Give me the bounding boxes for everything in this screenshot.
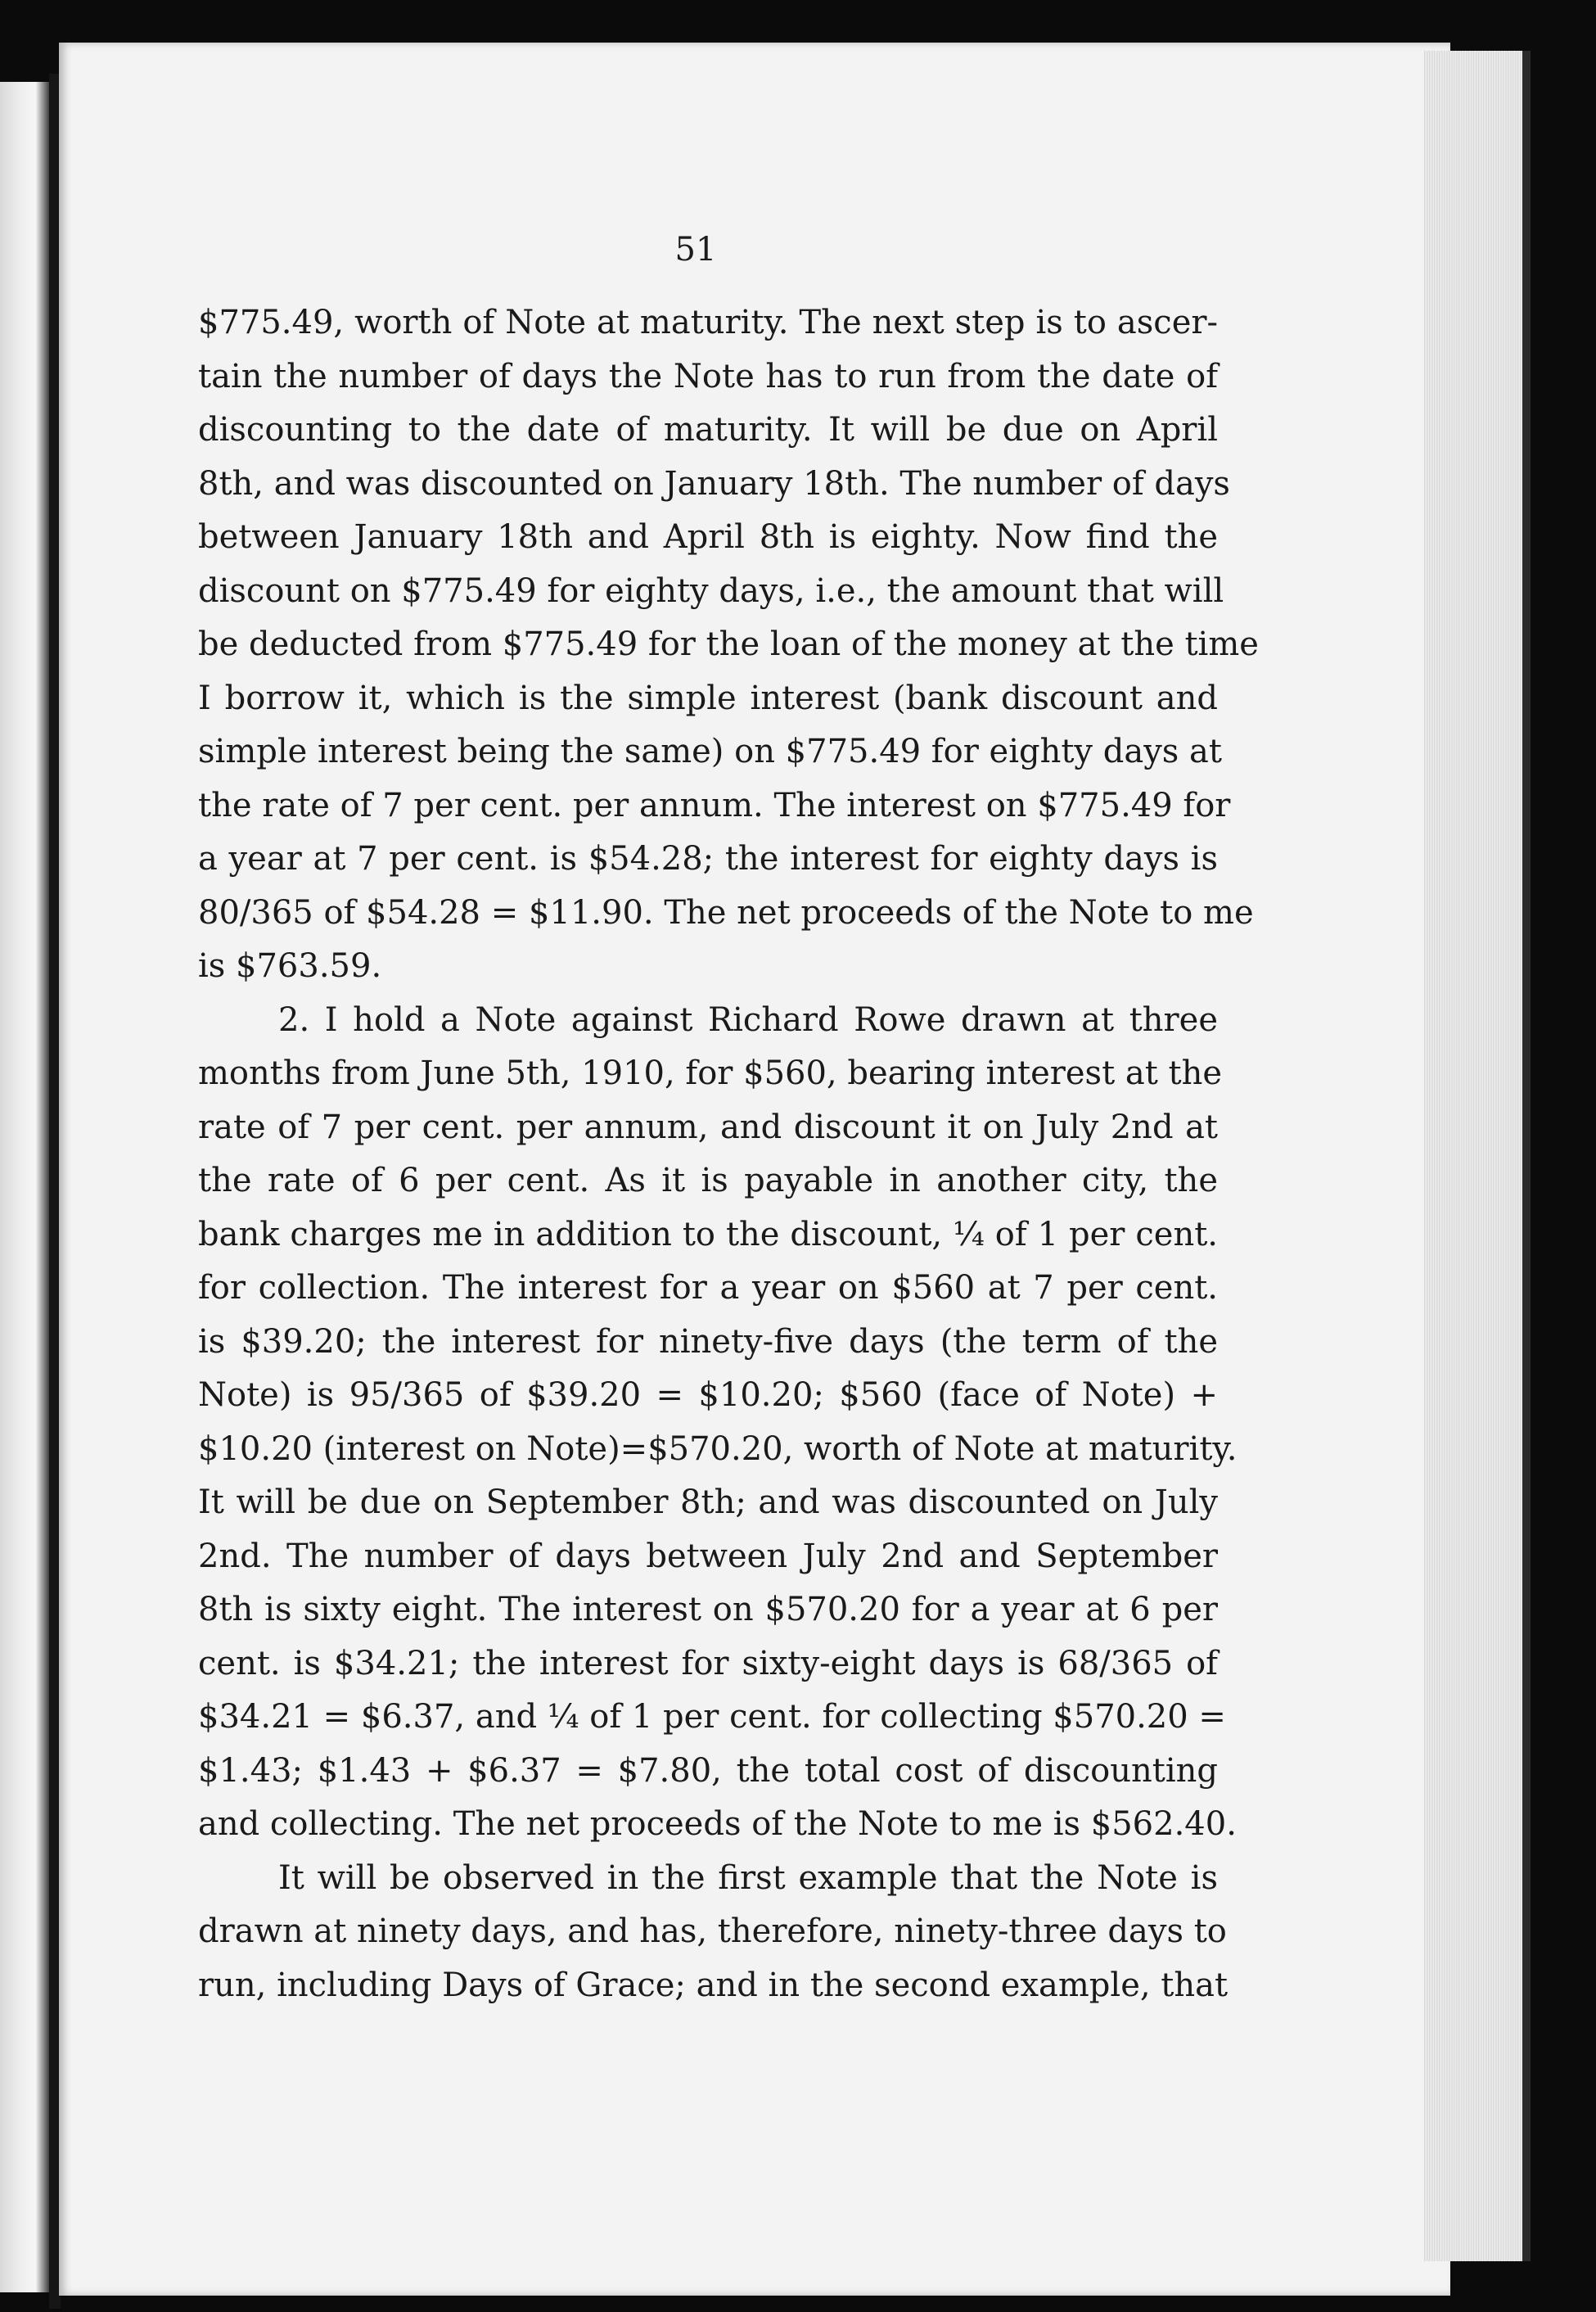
text-line: simple interest being the same) on $775.49 for eighty days at [198, 733, 1222, 770]
text-line: It will be due on September 8th; and was discounted on July [198, 1483, 1218, 1521]
text-line: It will be observed in the first example that the Note is [278, 1858, 1218, 1897]
text-line: run, including Days of Grace; and in the second example, that [198, 1966, 1229, 2004]
text-line: and collecting. The net proceeds of the Note to me is $562.40. [198, 1805, 1237, 1843]
text-line: between January 18th and April 8th is eighty. Now find the [198, 518, 1218, 556]
facing-page-edge [0, 82, 51, 2292]
text-line: $10.20 (interest on Note)=$570.20, worth of Note at maturity. [198, 1429, 1238, 1468]
text-line: a year at 7 per cent. is $54.28; the interest for eighty days is [198, 840, 1218, 878]
text-line: cent. is $34.21; the interest for sixty-eight days is 68/365 of [198, 1644, 1218, 1682]
text-line: rate of 7 per cent. per annum, and discount it on July 2nd at [198, 1108, 1218, 1146]
text-line: I borrow it, which is the simple interest (bank discount and [198, 679, 1218, 717]
page-stack-edge [1424, 51, 1522, 2261]
text-line: 80/365 of $54.28 = $11.90. The net proceeds of the Note to me [198, 893, 1254, 932]
text-line: Note) is 95/365 of $39.20 = $10.20; $560 (face of Note) + [198, 1376, 1218, 1414]
text-line: months from June 5th, 1910, for $560, bearing interest at the [198, 1054, 1223, 1092]
paragraph [198, 1852, 1229, 2013]
text-line: be deducted from $775.49 for the loan of the money at the time [198, 625, 1259, 663]
text-line: for collection. The interest for a year on $560 at 7 per cent. [198, 1269, 1218, 1307]
page-stack-shadow [1522, 51, 1531, 2261]
text-line: $775.49, worth of Note at maturity. The next step is to ascer- [198, 304, 1218, 341]
text-line: 2nd. The number of days between July 2nd and September [198, 1537, 1218, 1575]
text-line: is $763.59. [198, 947, 382, 985]
text-line: bank charges me in addition to the discount, ¼ of 1 per cent. [198, 1215, 1218, 1253]
page-number: 51 [674, 231, 717, 269]
text-line: the rate of 7 per cent. per annum. The interest on $775.49 for [198, 786, 1231, 824]
text-line: 8th, and was discounted on January 18th. The number of days [198, 464, 1230, 503]
text-line: the rate of 6 per cent. As it is payable in another city, the [198, 1162, 1218, 1199]
text-line: tain the number of days the Note has to run from the date of [198, 357, 1218, 395]
text-line: drawn at ninety days, and has, therefore, ninety-three days to [198, 1912, 1227, 1950]
text-line: $34.21 = $6.37, and ¼ of 1 per cent. for collecting $570.20 = [198, 1698, 1226, 1736]
paragraph [198, 296, 1259, 994]
text-line: $1.43; $1.43 + $6.37 = $7.80, the total cost of discounting [198, 1751, 1218, 1790]
text-line: is $39.20; the interest for ninety-five days (the term of the [198, 1322, 1218, 1361]
text-line: discount on $775.49 for eighty days, i.e., the amount that will [198, 571, 1224, 610]
text-line: 2. I hold a Note against Richard Rowe drawn at three [278, 1000, 1218, 1039]
body-text [198, 296, 1259, 2012]
text-line: 8th is sixty eight. The interest on $570.20 for a year at 6 per [198, 1591, 1218, 1628]
paragraph [198, 994, 1238, 1852]
text-line: discounting to the date of maturity. It will be due on April [198, 411, 1218, 449]
